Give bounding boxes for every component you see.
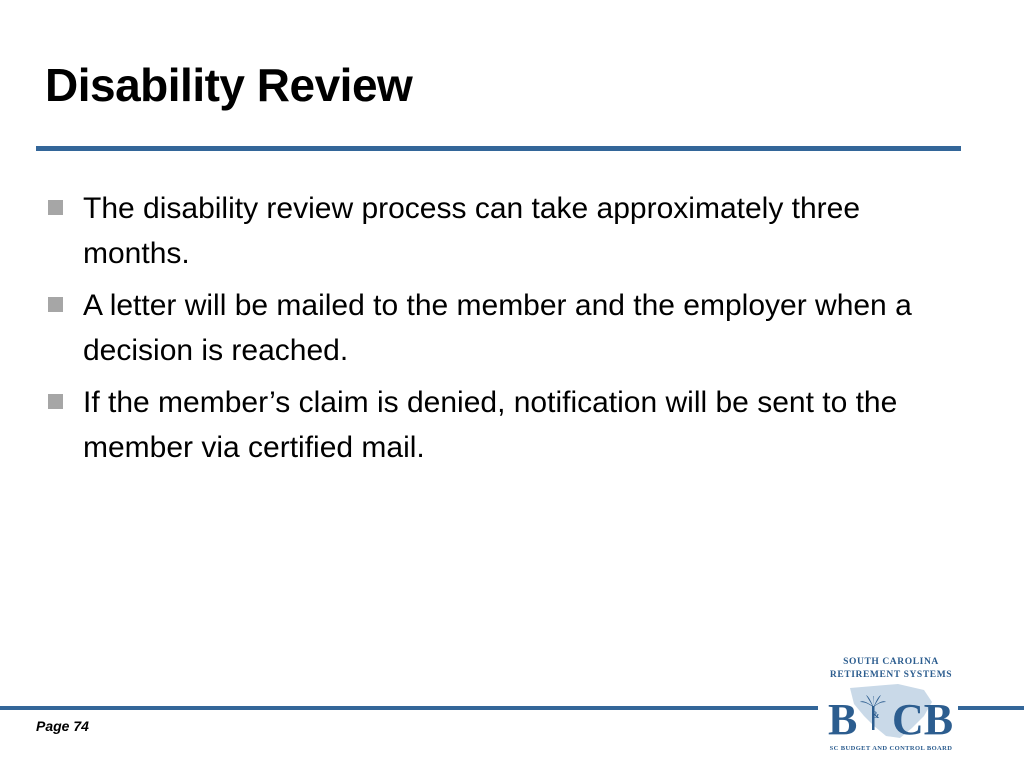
bullet-item (48, 283, 938, 373)
bullet-item (48, 380, 938, 470)
bullet-text: A letter will be mailed to the member and the employer when a decision is reached. (83, 289, 912, 367)
title-divider (36, 146, 961, 151)
logo-line-2: RETIREMENT SYSTEMS (829, 670, 953, 680)
logo-line-1: SOUTH CAROLINA (843, 657, 939, 667)
bullet-item (48, 186, 938, 276)
logo-ampersand: & (872, 710, 880, 720)
logo-letters-right: CB (892, 695, 954, 744)
footer-divider-right (958, 706, 1024, 710)
square-bullet-icon (48, 200, 63, 215)
logo-tagline: SC BUDGET AND CONTROL BOARD (829, 745, 953, 752)
square-bullet-icon (48, 297, 63, 312)
square-bullet-icon (48, 394, 63, 409)
footer-divider (0, 706, 818, 710)
bullet-list (48, 186, 938, 477)
bullet-text: The disability review process can take approximately three months. (83, 192, 861, 270)
sc-retirement-systems-logo (820, 650, 962, 758)
bullet-text: If the member’s claim is denied, notification will be sent to the member via certified mail. (83, 386, 898, 464)
logo-letters-left: B (828, 695, 858, 744)
slide-title: Disability Review (45, 59, 413, 111)
page-number: Page 74 (36, 718, 89, 734)
